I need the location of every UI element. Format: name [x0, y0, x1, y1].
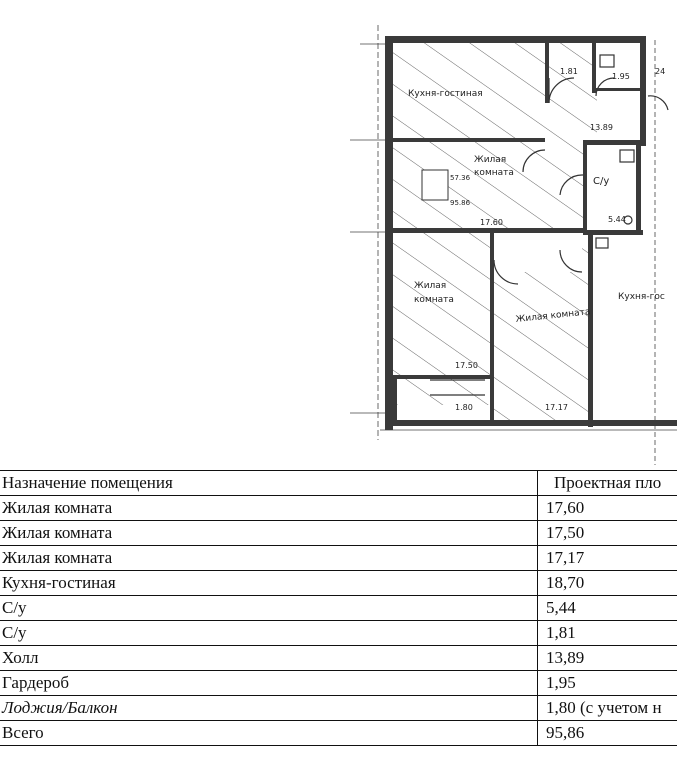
hall-area	[492, 232, 582, 272]
room-area: 17,60	[538, 496, 677, 521]
header-project-area: Проектная пло	[538, 471, 677, 496]
area-number-2: 17.50	[455, 361, 478, 370]
area-number-6: 1.95	[612, 72, 630, 81]
area-number-9: 24	[655, 67, 666, 76]
label-living-room-1b: комната	[474, 168, 514, 178]
room-area: 1,80 (с учетом н	[538, 696, 677, 721]
room-name: С/у	[0, 621, 538, 646]
area-number-8: 13.89	[590, 123, 613, 132]
label-living-room-2b: комната	[414, 295, 454, 305]
label-kitchen-right: Кухня-гос	[618, 292, 665, 302]
room-name: Лоджия/Балкон	[0, 696, 538, 721]
table-row	[0, 671, 677, 696]
table-row	[0, 571, 677, 596]
label-bathroom: С/у	[593, 176, 610, 187]
room-area: 13,89	[538, 646, 677, 671]
area-number-3: 17.17	[545, 403, 568, 412]
label-kitchen-living: Кухня-гостиная	[408, 89, 483, 99]
room-area: 1,81	[538, 621, 677, 646]
table-row	[0, 546, 677, 571]
table-row	[0, 596, 677, 621]
room-name: Холл	[0, 646, 538, 671]
table-row	[0, 646, 677, 671]
area-number-4: 5.44	[608, 215, 626, 224]
total-label: Всего	[0, 721, 538, 746]
table-header-row	[0, 471, 677, 496]
room-name: Жилая комната	[0, 496, 538, 521]
label-living-room-2a: Жилая	[414, 281, 447, 291]
room-area: 17,50	[538, 521, 677, 546]
room-name: Гардероб	[0, 671, 538, 696]
room-name: Жилая комната	[0, 521, 538, 546]
table-row	[0, 496, 677, 521]
room-name: Кухня-гостиная	[0, 571, 538, 596]
stamp-value-2: 95.86	[450, 199, 471, 207]
room-area: 1,95	[538, 671, 677, 696]
room-area: 17,17	[538, 546, 677, 571]
room-area-table	[0, 470, 677, 746]
wardrobe-area	[596, 52, 638, 90]
room-area: 5,44	[538, 596, 677, 621]
table-row	[0, 621, 677, 646]
label-living-room-3: Жилая комната	[515, 307, 591, 325]
area-number-1: 17.60	[480, 218, 503, 227]
total-area: 95,86	[538, 721, 677, 746]
area-number-5: 1.81	[560, 67, 578, 76]
area-number-7: 1.80	[455, 403, 473, 412]
room-area: 18,70	[538, 571, 677, 596]
header-room-purpose: Назначение помещения	[0, 471, 538, 496]
room-name: С/у	[0, 596, 538, 621]
table-row	[0, 521, 677, 546]
stamp-value-1: 57.36	[450, 174, 471, 182]
label-living-room-1a: Жилая	[474, 155, 507, 165]
room-name: Жилая комната	[0, 546, 538, 571]
table-row	[0, 696, 677, 721]
table-row-total	[0, 721, 677, 746]
